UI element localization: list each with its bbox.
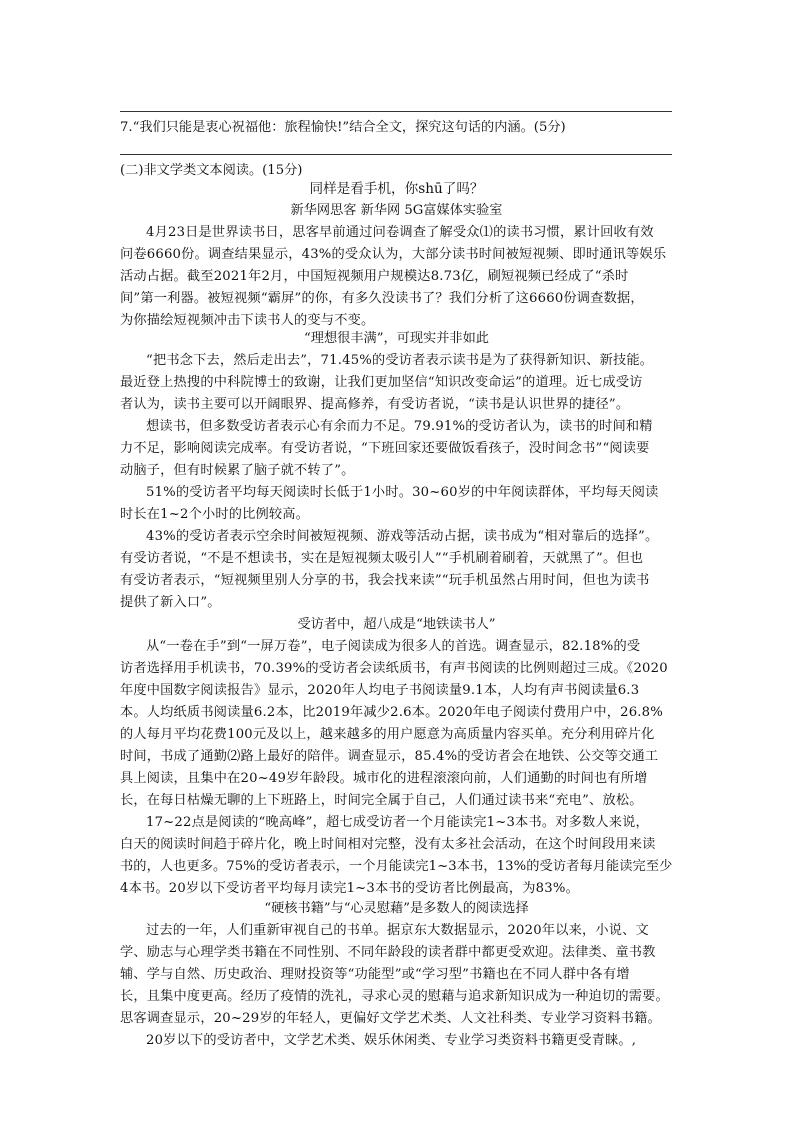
body-line: 书的，人也更多。75%的受访者表示，一个月能读完1~3本书，13%的受访者每月能读完至少 xyxy=(120,859,673,874)
body-line: 者认为，读书主要可以开阔眼界、提高修养，有受访者说，“读书是认识世界的捷径”。 xyxy=(120,397,630,412)
body-line: 具上阅读，且集中在20~49岁年龄段。城市化的进程滚滚向前，人们通勤的时间也有所增 xyxy=(120,771,648,786)
body-line: 过去的一年，人们重新审视自己的书单。据京东大数据显示，2020年以来，小说、文 xyxy=(146,923,649,938)
body-line: “把书念下去，然后走出去”，71.45%的受访者表示读书是为了获得新知识、新技能。 xyxy=(146,353,654,368)
body-line: 访者选择用手机读书，70.39%的受访者会读纸质书，有声书阅读的比例则超过三成。《2020 xyxy=(120,661,668,676)
body-line: 问卷6660份。调查结果显示，43%的受众认为，大部分读书时间被短视频、即时通讯等娱乐 xyxy=(120,247,667,262)
answer-line-bottom xyxy=(120,154,672,155)
body-line: 白天的阅读时间趋于碎片化，晚上时间相对完整，没有太多社会活动，在这个时间段用来读 xyxy=(120,837,656,852)
body-line: 年度中国数字阅读报告》显示，2020年人均电子书阅读量9.1本，人均有声书阅读量6.3 xyxy=(120,683,640,698)
subheading-1: “理想很丰满”，可现实并非如此 xyxy=(304,331,489,346)
subheading-3: “硬核书籍”与“心灵慰藉”是多数人的阅读选择 xyxy=(264,901,529,916)
body-line: 想读书，但多数受访者表示心有余而力不足。79.91%的受访者认为，读书的时间和精 xyxy=(146,419,653,434)
body-line: 有受访者说，“不是不想读书，实在是短视频太吸引人”“手机刷着刷着，天就黑了”。但也 xyxy=(120,551,644,566)
body-line: 从“一卷在手”到“一屏万卷”，电子阅读成为很多人的首选。调查显示，82.18%的受 xyxy=(146,639,641,654)
body-line: 为你描绘短视频冲击下读书人的变与不变。 xyxy=(120,313,375,328)
body-line: 4月23日是世界读书日，思客早前通过问卷调查了解受众⑴的读书习惯，累计回收有效 xyxy=(146,225,654,240)
body-line: 辅、学与自然、历史政治、理财投资等“功能型”或“学习型”书籍也在不同人群中各有增 xyxy=(120,967,630,982)
body-line: 43%的受访者表示空余时间被短视频、游戏等活动占据，读书成为“相对靠后的选择”。 xyxy=(146,529,659,544)
body-line: 本。人均纸质书阅读量6.2本，比2019年减少2.6本。2020年电子阅读付费用户中，26.8% xyxy=(120,705,663,720)
body-line: 20岁以下的受访者中，文学艺术类、娱乐休闲类、专业学习类资料书籍更受青睐。, xyxy=(146,1033,637,1048)
body-line: 提供了新入口”。 xyxy=(120,595,221,610)
subheading-2: 受访者中，超八成是“地铁读书人” xyxy=(297,617,496,632)
body-line: 时间，书成了通勤⑵路上最好的陪伴。调查显示，85.4%的受访者会在地铁、公交等交通工 xyxy=(120,749,659,764)
body-line: 17~22点是阅读的“晚高峰”，超七成受访者一个月能读完1~3本书。对多数人来说， xyxy=(146,815,649,830)
answer-line-top xyxy=(120,111,672,112)
body-line: 的人每月平均花费100元及以上，越来越多的用户愿意为高质量内容买单。充分利用碎片化 xyxy=(120,727,655,742)
body-line: 有受访者表示，“短视频里别人分享的书，我会找来读”“玩手机虽然占用时间，但也为读书 xyxy=(120,573,650,588)
body-line: 活动占据。截至2021年2月，中国短视频用户规模达8.73亿，刷短视频已经成了“杀时 xyxy=(120,269,629,284)
body-line: 思客调查显示，20~29岁的年轻人，更偏好文学艺术类、人文社科类、专业学习资料书籍。 xyxy=(120,1011,661,1026)
article-title: 同样是看手机，你shū了吗？ xyxy=(309,181,484,197)
body-line: 4本书。20岁以下受访者平均每月读完1~3本书的受访者比例最高，为83%。 xyxy=(120,881,579,896)
article-source: 新华网思客 新华网 5G富媒体实验室 xyxy=(290,203,503,218)
body-line: 力不足，影响阅读完成率。有受访者说，“下班回家还要做饭看孩子，没时间念书”“阅读要 xyxy=(120,441,650,456)
body-line: 长，在每日枯燥无聊的上下班路上，时间完全属于自己，人们通过读书来“充电”、放松。 xyxy=(120,793,643,808)
body-line: 51%的受访者平均每天阅读时长低于1小时。30~60岁的中年阅读群体，平均每天阅读 xyxy=(146,485,659,500)
body-line: 最近登上热搜的中科院博士的致谢，让我们更加坚信“知识改变命运”的道理。近七成受访 xyxy=(120,375,643,390)
question-7: 7.“我们只能是衷心祝福他：旅程愉快!”结合全文，探究这句话的内涵。(5分) xyxy=(120,120,566,135)
body-line: 时长在1~2个小时的比例较高。 xyxy=(120,507,310,522)
body-line: 长，且集中度更高。经历了疫情的洗礼，寻求心灵的慰藉与追求新知识成为一种迫切的需要。 xyxy=(120,989,669,1004)
body-line: 动脑子，但有时候累了脑子就不转了”。 xyxy=(120,463,355,478)
body-line: 间”第一利器。被短视频“霸屏”的你，有多久没读书了？我们分析了这6660份调查数据， xyxy=(120,291,644,306)
body-line: 学、励志与心理学类书籍在不同性别、不同年龄段的读者群中都更受欢迎。法律类、童书教 xyxy=(120,945,656,960)
section-heading: (二)非文学类文本阅读。(15分) xyxy=(120,163,303,178)
